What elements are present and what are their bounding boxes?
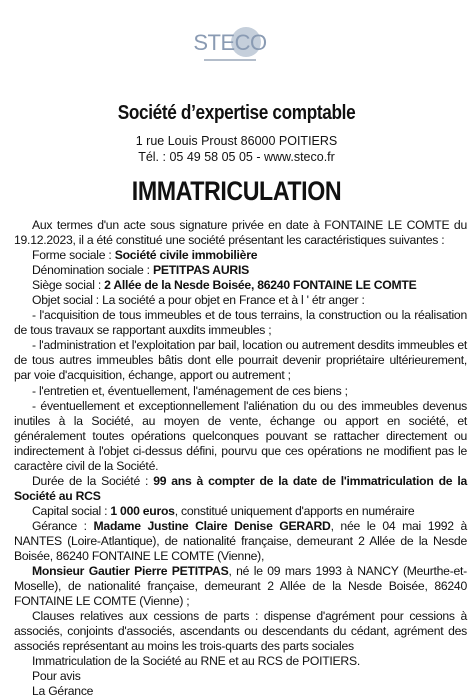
objet-item-1: - l'acquisition de tous immeubles et de tous terrains, la construction ou la réalisation de tous travaux se rapportant auxdits immeubles ; [14,308,467,338]
objet-item-3: - l'entretien et, éventuellement, l'aménagement de ces biens ; [32,383,348,398]
firm-address: 1 rue Louis Proust 86000 POITIERS [135,134,338,148]
notice-title: IMMATRICULATION [131,176,342,206]
capital-line: Capital social : 1 000 euros, constitué uniquement d'apports en numéraire [32,503,415,518]
firm-name: Société d’expertise comptable [117,102,356,124]
steco-logo-icon [190,20,270,68]
pour-avis-line: Pour avis [32,669,81,684]
steco-logo [190,20,270,68]
signature-line: La Gérance [32,684,94,699]
notice-body [14,218,467,700]
forme-line: Forme sociale : Société civile immobilière [32,248,258,263]
immatriculation-line: Immatriculation de la Société au RNE et au RCS de POITIERS. [32,654,360,669]
siege-line: Siège social : 2 Allée de la Nesde Boisée, 86240 FONTAINE LE COMTE [32,278,417,293]
denomination-line: Dénomination sociale : PETITPAS AURIS [32,263,249,278]
duree-line: Durée de la Société : 99 ans à compter de la date de l'immatriculation de la Société au RCS [14,473,467,503]
objet-item-4: - éventuellement et exceptionnellement l'aliénation du ou des immeubles devenus inutiles à la Société, au moyen de vente, échange ou apport en société, et généralement toutes opérations quelconques pouvant se rattacher directement ou indirectement à l'objet ci-dessus défini, pourvu que ces opérations ne modifient pas le caractère civil de la Société. [14,398,467,473]
objet-line: Objet social : La société a pour objet en France et à l ' étr anger : [32,293,365,308]
intro-paragraph: Aux termes d'un acte sous signature privée en date à FONTAINE LE COMTE du 19.12.2023, il a été constitué une société présentant les caractéristiques suivantes : [14,218,467,248]
clauses-paragraph: Clauses relatives aux cessions de parts : dispense d'agrément pour cessions à associés, conjoints d'associés, ascendants ou descendants du cédant, agrément des associés représentant au moins les trois-quarts des parts sociales [14,609,467,654]
objet-item-2: - l'administration et l'exploitation par bail, location ou autrement desdits immeubles et de tous autres immeubles bâtis dont elle pourrait devenir propriétaire ultérieurement, par voie d'acquisition, échange, apport ou autrement ; [14,338,467,383]
firm-contact: Tél. : 05 49 58 05 05 - www.steco.fr [138,150,335,164]
logo-text: STECO [193,30,267,55]
gerant2-paragraph: Monsieur Gautier Pierre PETITPAS, né le 09 mars 1993 à NANCY (Meurthe-et-Moselle), de nationalité française, demeurant 2 Allée de la Nesde Boisée, 86240 FONTAINE LE COMTE (Vienne) ; [14,564,467,609]
gerance-paragraph: Gérance : Madame Justine Claire Denise GERARD, née le 04 mai 1992 à NANTES (Loire-Atlantique), de nationalité française, demeurant 2 Allée de la Nesde Boisée, 86240 FONTAINE LE COMTE (Vienne), [14,518,468,564]
